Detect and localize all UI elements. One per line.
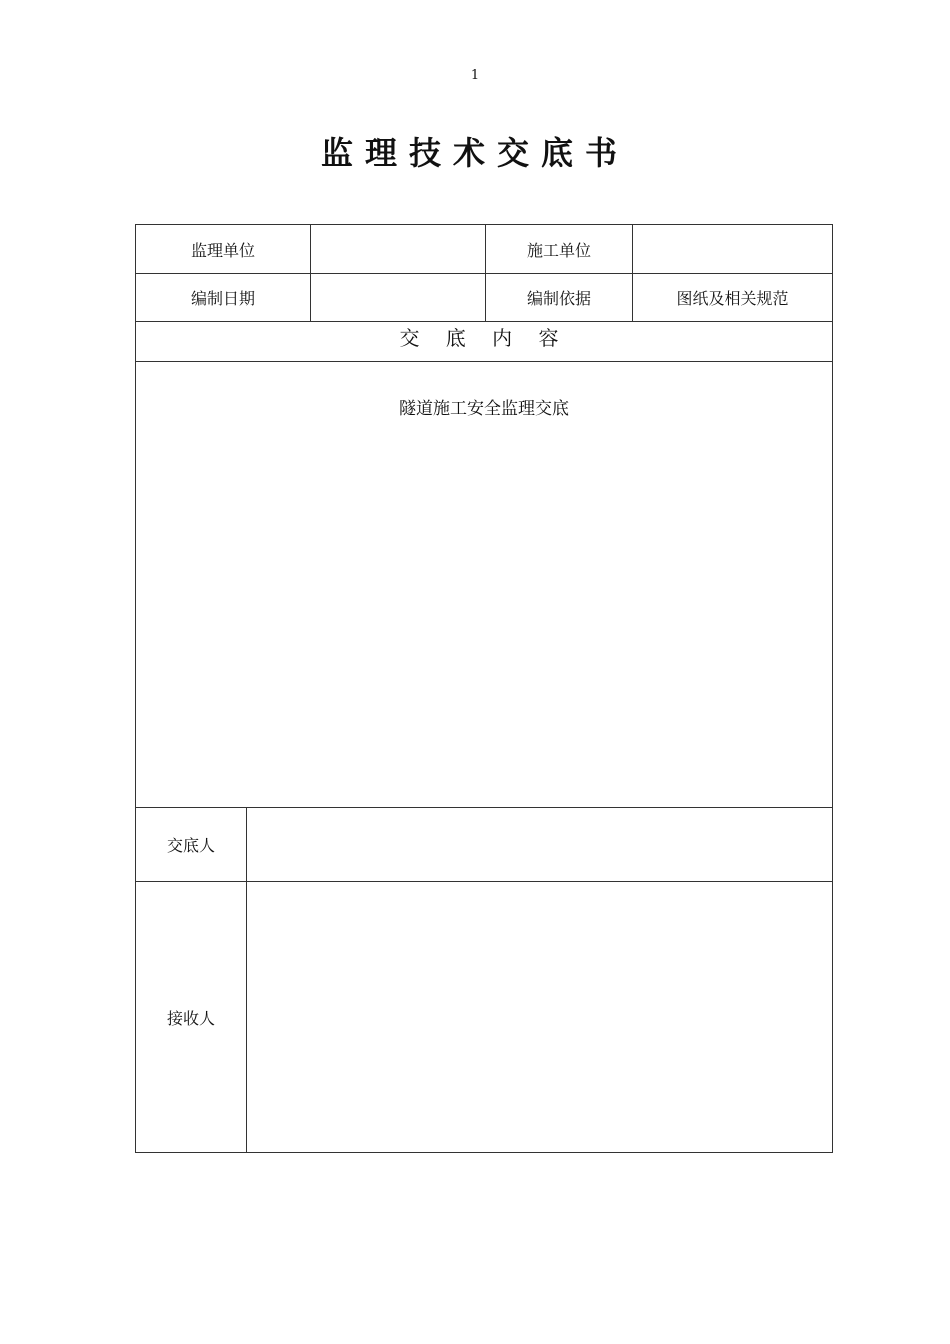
compile-date-label: 编制日期 bbox=[190, 289, 255, 308]
briefer-field[interactable] bbox=[246, 808, 832, 881]
briefer-label: 交底人 bbox=[166, 836, 215, 855]
compile-basis-field[interactable]: 图纸及相关规范 bbox=[632, 274, 832, 321]
supervision-unit-field[interactable] bbox=[310, 225, 485, 273]
receiver-label: 接收人 bbox=[166, 1009, 215, 1028]
receiver-field[interactable] bbox=[246, 882, 832, 1153]
section-heading: 交 底 内 容 bbox=[399, 326, 569, 350]
compile-basis-label: 编制依据 bbox=[485, 274, 632, 321]
compile-date-field[interactable] bbox=[310, 274, 485, 321]
content-title: 隧道施工安全监理交底 bbox=[399, 399, 569, 419]
form-row-compile bbox=[136, 274, 832, 322]
document-title: 监理技术交底书 bbox=[320, 134, 629, 172]
form-row-units bbox=[136, 225, 832, 274]
form-row-section-heading bbox=[136, 322, 832, 362]
briefing-form bbox=[135, 224, 833, 1153]
page-number: 1 bbox=[470, 68, 480, 83]
form-row-receiver bbox=[136, 882, 832, 1153]
supervision-unit-label: 监理单位 bbox=[190, 240, 255, 260]
briefing-content-area[interactable] bbox=[136, 362, 832, 808]
form-row-briefer bbox=[136, 808, 832, 882]
construction-unit-label: 施工单位 bbox=[485, 225, 632, 273]
construction-unit-field[interactable] bbox=[632, 225, 832, 273]
